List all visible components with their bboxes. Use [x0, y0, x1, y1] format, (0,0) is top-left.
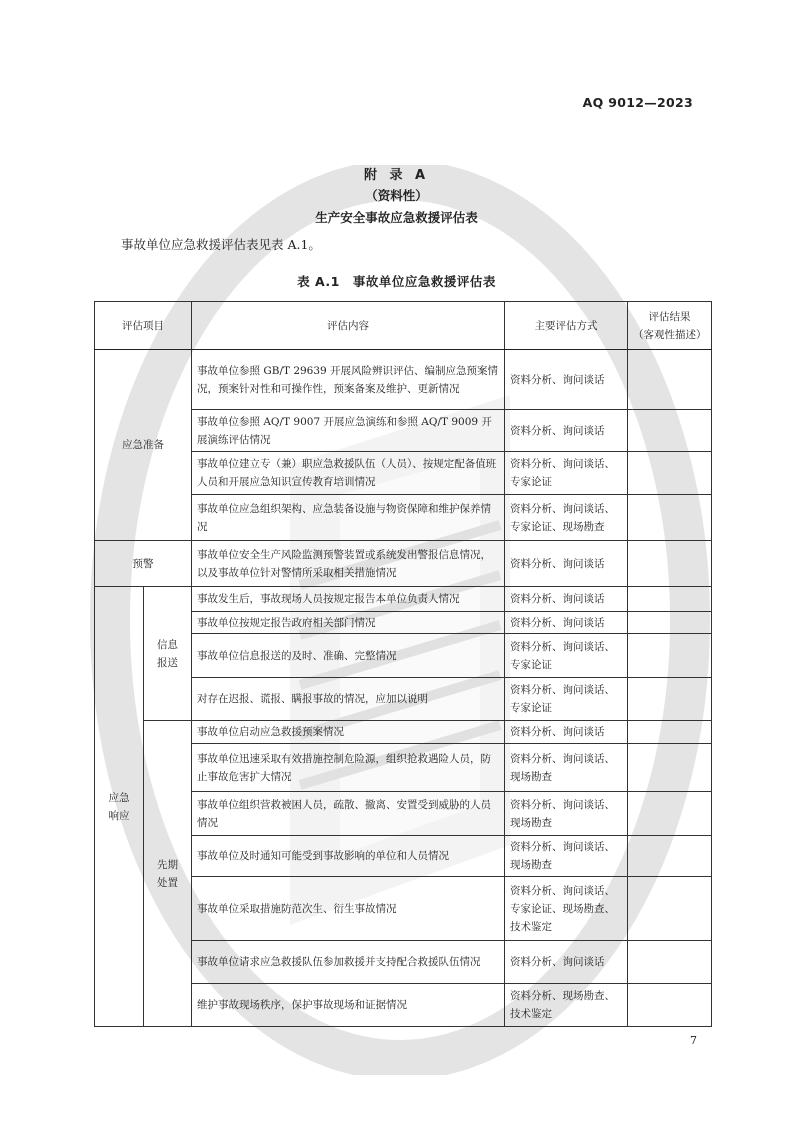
col-header-content: 评估内容	[192, 302, 505, 350]
cell-content: 事故单位按规定报告政府相关部门情况	[192, 612, 505, 634]
category-response: 应急 响应	[95, 587, 144, 1027]
cell-content: 事故单位组织营救被困人员，疏散、撤离、安置受到威胁的人员情况	[192, 792, 505, 836]
category-prep: 应急准备	[95, 350, 192, 541]
category-warning: 预警	[95, 541, 192, 587]
appendix-nature: （资料性）	[365, 188, 428, 203]
cell-method: 资料分析、询问谈话、现场勘查	[505, 792, 628, 836]
cell-result[interactable]	[628, 744, 712, 792]
cell-method: 资料分析、询问谈话	[505, 721, 628, 744]
cell-method: 资料分析、询问谈话、专家论证	[505, 678, 628, 721]
standard-number: AQ 9012—2023	[582, 95, 693, 110]
cell-method: 资料分析、询问谈话	[505, 350, 628, 410]
cell-method: 资料分析、询问谈话	[505, 941, 628, 984]
subcategory-report: 信息 报送	[144, 587, 192, 721]
cell-content: 事故单位启动应急救援预案情况	[192, 721, 505, 744]
cell-result[interactable]	[628, 495, 712, 541]
table-row	[95, 541, 712, 587]
col-header-item: 评估项目	[95, 302, 192, 350]
cell-result[interactable]	[628, 350, 712, 410]
cell-result[interactable]	[628, 792, 712, 836]
cell-content: 事故单位参照 GB/T 29639 开展风险辨识评估、编制应急预案情况，预案针对性和可操作性，预案备案及维护、更新情况	[192, 350, 505, 410]
cell-content: 事故发生后，事故现场人员按规定报告本单位负责人情况	[192, 587, 505, 612]
page-number: 7	[690, 1034, 697, 1047]
cell-result[interactable]	[628, 678, 712, 721]
cell-content: 事故单位请求应急救援队伍参加救援并支持配合救援队伍情况	[192, 941, 505, 984]
appendix-title: 附 录 A	[363, 168, 430, 183]
cell-content: 事故单位参照 AQ/T 9007 开展应急演练和参照 AQ/T 9009 开展演练评估情况	[192, 410, 505, 452]
cell-content: 事故单位建立专（兼）职应急救援队伍（人员）、按规定配备值班人员和开展应急知识宣传教育培训情况	[192, 452, 505, 495]
subcategory-initial: 先期 处置	[144, 721, 192, 1027]
cell-method: 资料分析、询问谈话、专家论证、现场勘查、技术鉴定	[505, 877, 628, 941]
table-row	[95, 350, 712, 410]
cell-method: 资料分析、询问谈话	[505, 541, 628, 587]
col-header-result	[628, 302, 712, 350]
cell-method: 资料分析、询问谈话、专家论证	[505, 634, 628, 678]
cell-content: 事故单位及时通知可能受到事故影响的单位和人员情况	[192, 836, 505, 877]
cell-result[interactable]	[628, 836, 712, 877]
col-header-result-line2: （客观性描述）	[633, 328, 707, 341]
intro-text: 事故单位应急救援评估表见表 A.1。	[121, 237, 321, 252]
table-row	[95, 721, 712, 744]
cell-result[interactable]	[628, 984, 712, 1027]
cell-method: 资料分析、询问谈话	[505, 410, 628, 452]
cell-result[interactable]	[628, 721, 712, 744]
cell-result[interactable]	[628, 452, 712, 495]
cell-result[interactable]	[628, 587, 712, 612]
cell-content: 维护事故现场秩序，保护事故现场和证据情况	[192, 984, 505, 1027]
cell-content: 事故单位信息报送的及时、准确、完整情况	[192, 634, 505, 678]
cell-result[interactable]	[628, 410, 712, 452]
cell-result[interactable]	[628, 941, 712, 984]
cell-method: 资料分析、现场勘查、技术鉴定	[505, 984, 628, 1027]
cell-result[interactable]	[628, 634, 712, 678]
cell-method: 资料分析、询问谈话、现场勘查	[505, 836, 628, 877]
col-header-result-line1: 评估结果	[648, 310, 691, 323]
assessment-table	[94, 301, 712, 1027]
appendix-name: 生产安全事故应急救援评估表	[315, 210, 478, 225]
col-header-method: 主要评估方式	[505, 302, 628, 350]
cell-method: 资料分析、询问谈话	[505, 587, 628, 612]
cell-result[interactable]	[628, 612, 712, 634]
cell-method: 资料分析、询问谈话	[505, 612, 628, 634]
cell-method: 资料分析、询问谈话、现场勘查	[505, 744, 628, 792]
table-caption: 表 A.1 事故单位应急救援评估表	[297, 274, 496, 289]
cell-content: 事故单位应急组织架构、应急装备设施与物资保障和维护保养情况	[192, 495, 505, 541]
cell-method: 资料分析、询问谈话、专家论证、现场勘查	[505, 495, 628, 541]
cell-result[interactable]	[628, 877, 712, 941]
table-row	[95, 587, 712, 612]
cell-content: 事故单位安全生产风险监测预警装置或系统发出警报信息情况，以及事故单位针对警情所采取相关措施情况	[192, 541, 505, 587]
cell-method: 资料分析、询问谈话、专家论证	[505, 452, 628, 495]
cell-content: 事故单位采取措施防范次生、衍生事故情况	[192, 877, 505, 941]
table-header-row	[95, 302, 712, 350]
cell-content: 对存在迟报、谎报、瞒报事故的情况，应加以说明	[192, 678, 505, 721]
cell-content: 事故单位迅速采取有效措施控制危险源，组织抢救遇险人员，防止事故危害扩大情况	[192, 744, 505, 792]
cell-result[interactable]	[628, 541, 712, 587]
